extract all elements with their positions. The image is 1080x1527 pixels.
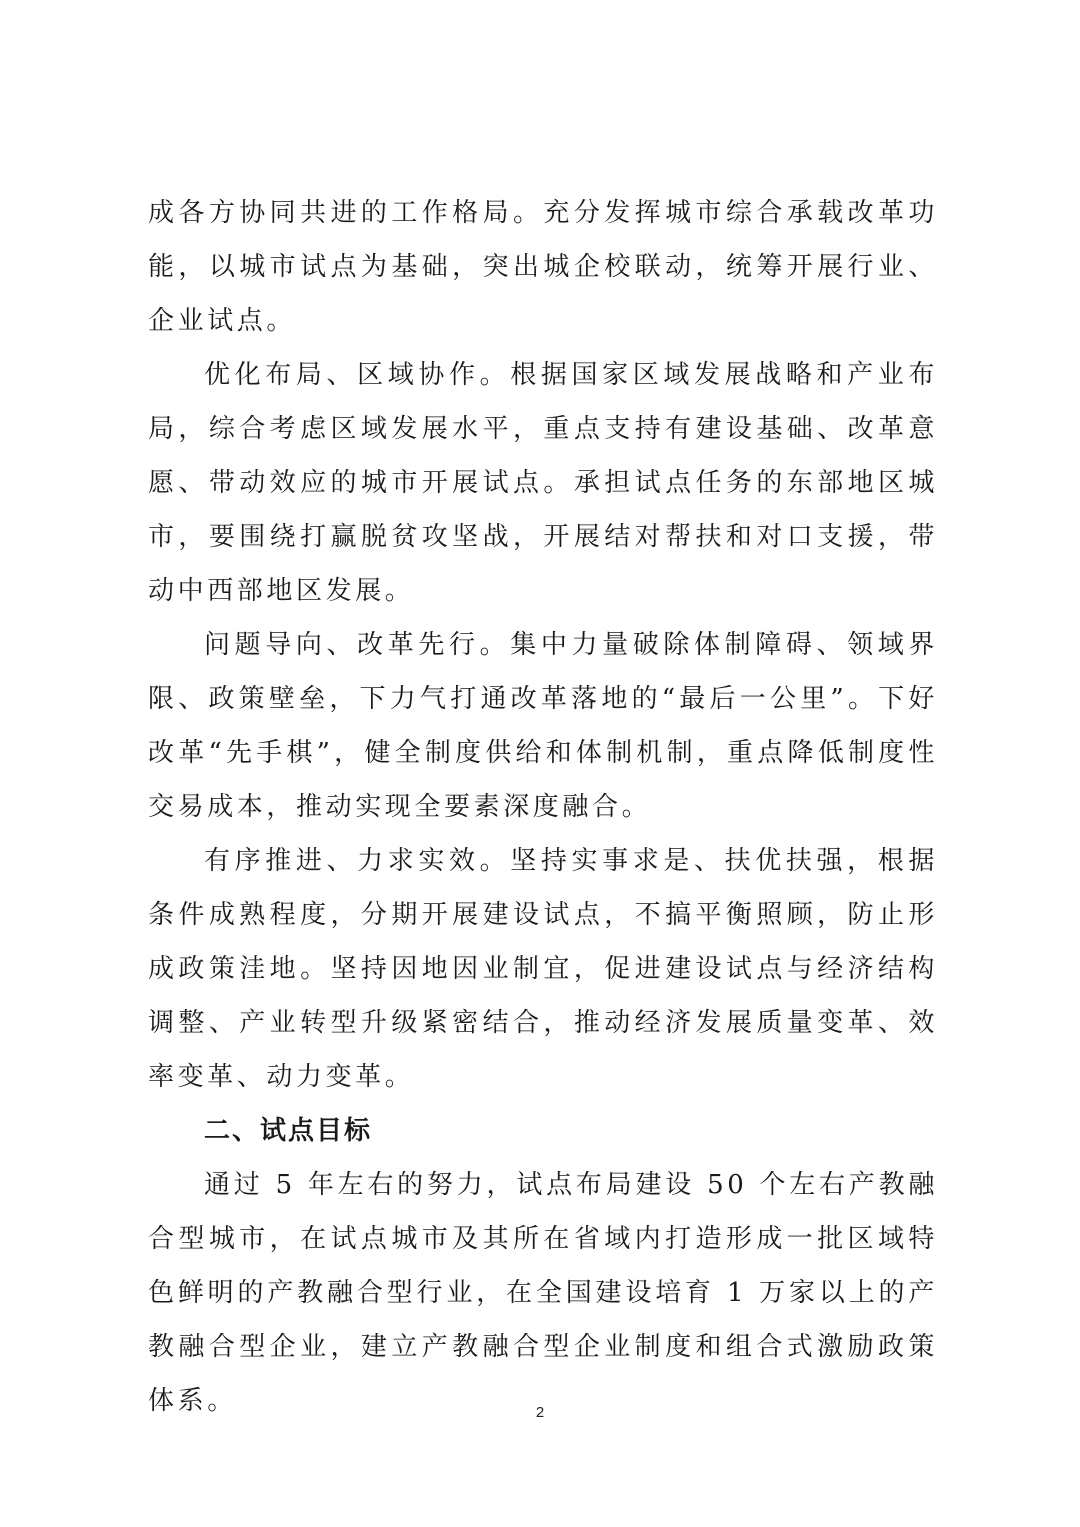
paragraph-layout-coordination bbox=[148, 348, 938, 618]
paragraph-text: 通过 5 年左右的努力，试点布局建设 50 个左右产教融合型城市，在试点城市及其所在省域内打造形成一批区域特色鲜明的产教融合型行业，在全国建设培育 1 万家以上的产教融合型企业，建立产教融合型企业制度和组合式激励政策体系。 bbox=[148, 1170, 938, 1416]
section-heading: 二、试点目标 bbox=[204, 1116, 373, 1146]
paragraph-continuation bbox=[148, 186, 938, 348]
paragraph-problem-oriented bbox=[148, 618, 938, 834]
paragraph-lead: 有序推进、力求实效。 bbox=[204, 846, 511, 876]
paragraph-text: 坚持实事求是、扶优扶强，根据条件成熟程度，分期开展建设试点，不搞平衡照顾，防止形成政策洼地。坚持因地因业制宜，促进建设试点与经济结构调整、产业转型升级紧密结合，推动经济发展质量变革、效率变革、动力变革。 bbox=[148, 846, 938, 1092]
paragraph-pilot-goals bbox=[148, 1158, 938, 1428]
paragraph-lead: 优化布局、区域协作。 bbox=[204, 360, 511, 390]
paragraph-text: 集中力量破除体制障碍、领域界限、政策壁垒，下力气打通改革落地的“最后一公里”。下好改革“先手棋”，健全制度供给和体制机制，重点降低制度性交易成本，推动实现全要素深度融合。 bbox=[148, 630, 938, 822]
document-body bbox=[148, 186, 938, 1428]
paragraph-text: 成各方协同共进的工作格局。充分发挥城市综合承载改革功能，以城市试点为基础，突出城企校联动，统筹开展行业、企业试点。 bbox=[148, 198, 938, 336]
paragraph-orderly-progress bbox=[148, 834, 938, 1104]
page-number: 2 bbox=[535, 1404, 545, 1421]
paragraph-text: 根据国家区域发展战略和产业布局，综合考虑区域发展水平，重点支持有建设基础、改革意愿、带动效应的城市开展试点。承担试点任务的东部地区城市，要围绕打赢脱贫攻坚战，开展结对帮扶和对口支援，带动中西部地区发展。 bbox=[148, 360, 938, 606]
paragraph-lead: 问题导向、改革先行。 bbox=[204, 630, 511, 660]
